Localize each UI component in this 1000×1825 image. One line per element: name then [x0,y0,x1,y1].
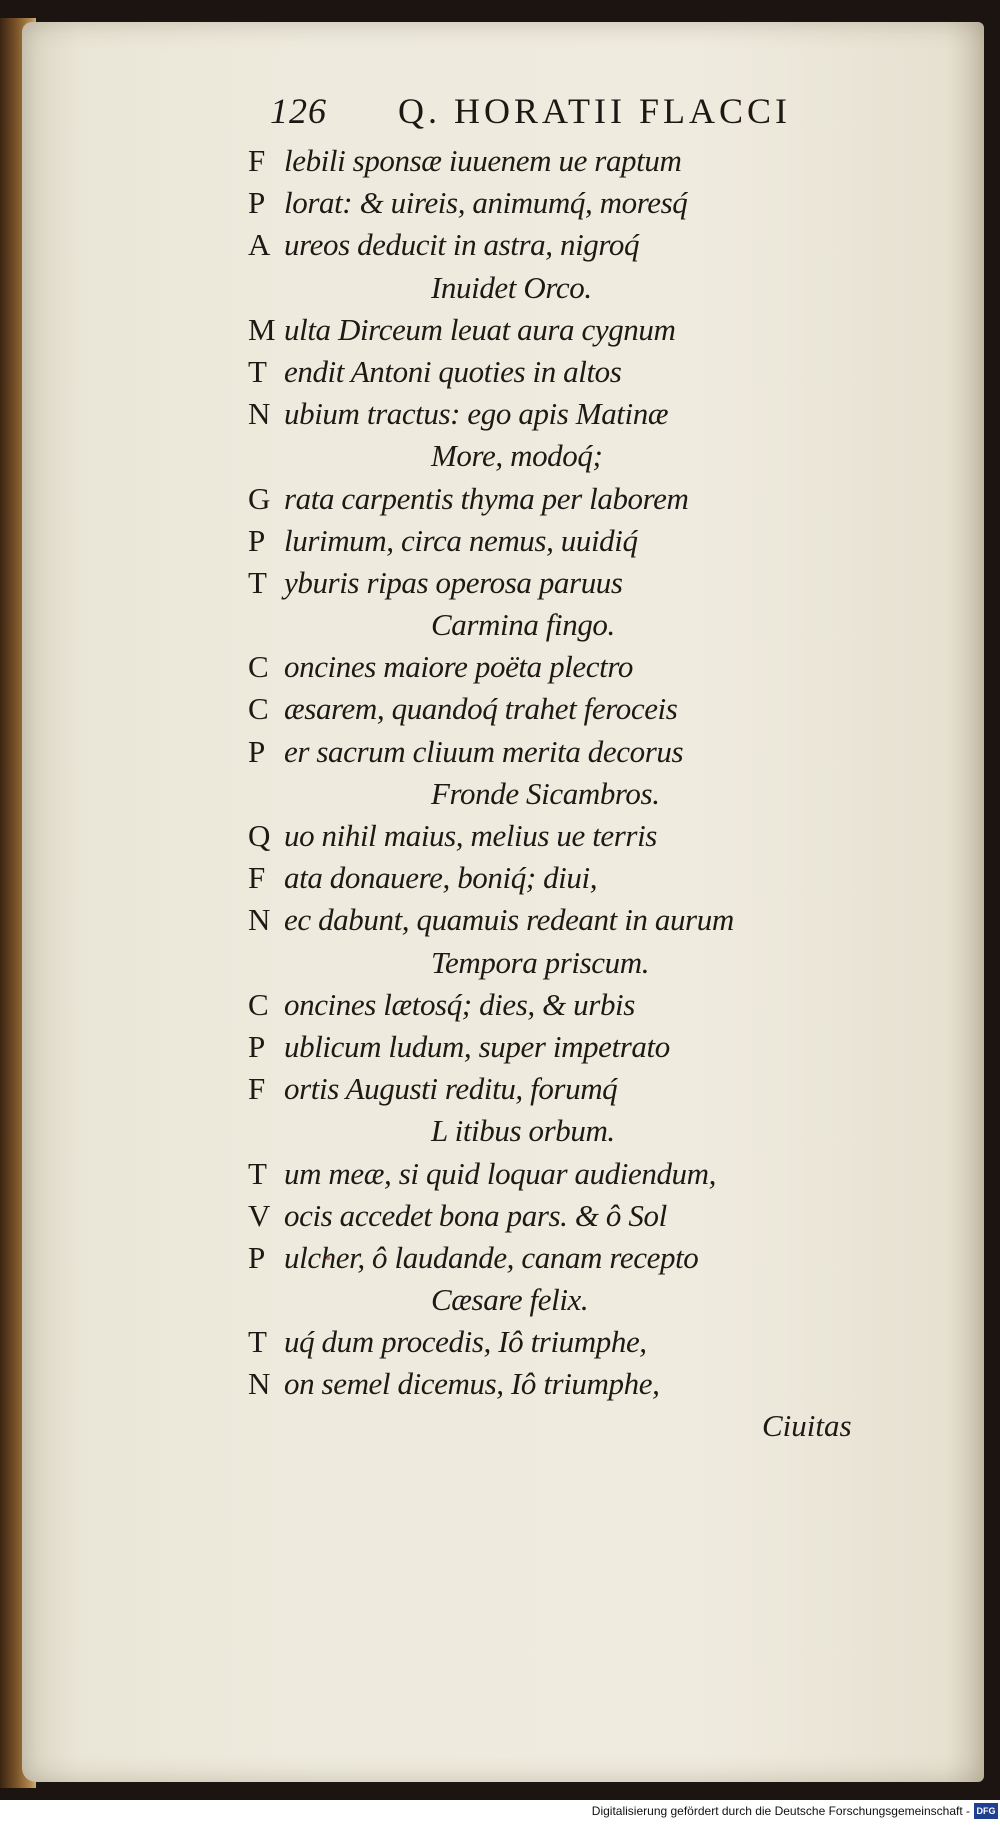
verse-line [248,562,948,604]
verse-initial-letter: A [248,227,271,263]
page-number: 126 [270,91,327,131]
verse-text: ortis Augusti reditu, forumq́ [284,1071,618,1107]
verse-line [248,942,948,984]
verse-initial-letter: P [248,1028,266,1064]
verse-refrain-text: L itibus orbum. [431,1113,615,1149]
verse-text: yburis ripas operosa paruus [284,564,623,600]
verse-text: uq́ dum procedis, Iô triumphe, [284,1324,647,1360]
verse-line [248,1279,948,1321]
verse-initial-letter: T [248,1155,267,1191]
verse-line [248,351,948,393]
verse-text: rata carpentis thyma per laborem [284,480,689,516]
verse-line [248,393,948,435]
verse-text: ocis accedet bona pars. & ô Sol [284,1197,667,1233]
verse-initial-letter: N [248,396,271,432]
verse-text: lebili sponsæ iuuenem ue raptum [284,143,682,178]
verse-line [248,688,948,730]
verse-text: on semel dicemus, Iô triumphe, [284,1366,660,1402]
verse-text: ublicum ludum, super impetrato [284,1028,670,1064]
verse-initial-letter: F [248,1071,266,1107]
verse-initial-letter: V [248,1197,271,1233]
verse-text: ulta Dirceum leuat aura cygnum [284,311,676,347]
verse-line [248,1153,948,1195]
footer-credit: Digitalisierung gefördert durch die Deutsche Forschungsgemeinschaft - [591,1804,970,1818]
verse-line [248,520,948,562]
verse-line [248,1110,948,1152]
verse-line [248,140,948,182]
verse-initial-letter: F [248,860,266,896]
verse-initial-letter: M [248,311,276,347]
verse-text: lurimum, circa nemus, uuidiq́ [284,522,638,558]
verse-line [248,182,948,224]
verse-text: oncines lætosq́; dies, & urbis [284,986,635,1022]
verse-initial-letter: T [248,1324,267,1360]
verse-text: ureos deducit in astra, nigroq́ [284,227,640,263]
verse-line [248,646,948,688]
verse-line [248,224,948,266]
verse-line [248,815,948,857]
verse-text: er sacrum cliuum merita decorus [284,733,684,769]
verse-refrain-text: Carmina fingo. [431,607,615,643]
verse-initial-letter: Q [248,818,271,853]
verse-text: endit Antoni quoties in altos [284,353,622,389]
verse-initial-letter: T [248,564,267,600]
verse-line [248,309,948,351]
verse-line [248,731,948,773]
dfg-logo: DFG [974,1803,998,1819]
verse-text: uo nihil maius, melius ue terris [284,818,657,853]
verse-initial-letter: P [248,1239,266,1275]
verse-initial-letter: F [248,143,266,178]
verse-text: æsarem, quandoq́ trahet feroceis [284,691,678,727]
verse-line [248,984,948,1026]
verse-line [248,1363,948,1405]
verse-refrain-text: Cæsare felix. [431,1282,589,1318]
running-title: Q. HORATII FLACCI [398,91,792,131]
verse-initial-letter: C [248,649,269,685]
verse-initial-letter: N [248,1366,271,1402]
verse-initial-letter: C [248,691,269,727]
verse-text: ec dabunt, quamuis redeant in aurum [284,902,734,938]
verse-refrain-text: More, modoq́; [431,438,603,474]
verse-initial-letter: P [248,733,266,769]
verse-initial-letter: T [248,353,267,389]
verse-text: oncines maiore poëta plectro [284,649,633,685]
verse-line [248,1321,948,1363]
verse-line [248,435,948,477]
verse-refrain-text: Inuidet Orco. [431,269,592,305]
verse-line [248,857,948,899]
verse-initial-letter: G [248,480,271,516]
verse-text: lorat: & uireis, animumq́, moresq́ [284,185,688,221]
verse-refrain-text: Tempora priscum. [431,944,650,980]
verse-initial-letter: N [248,902,271,938]
verse-text: um meæ, si quid loquar audiendum, [284,1155,716,1191]
verse-text: ata donauere, boniq́; diui, [284,860,598,896]
verse-line [248,1068,948,1110]
verse-text: ubium tractus: ego apis Matinæ [284,396,669,432]
verse-line [248,604,948,646]
verse-refrain-text: Fronde Sicambros. [431,775,660,811]
verse-text: ulcher, ô laudande, canam recepto [284,1239,699,1275]
verse-initial-letter: P [248,185,266,221]
verse-initial-letter: P [248,522,266,558]
verse-line [248,1195,948,1237]
verse-line [248,773,948,815]
verse-line [248,1026,948,1068]
catchword: Ciuitas [762,1408,852,1443]
verse-line [248,1237,948,1279]
verse-line [248,267,948,309]
poem-text [248,140,948,1406]
footer-bar [0,1800,1000,1825]
verse-line [248,899,948,941]
verse-initial-letter: C [248,986,269,1022]
page-header [270,90,870,140]
verse-line [248,478,948,520]
